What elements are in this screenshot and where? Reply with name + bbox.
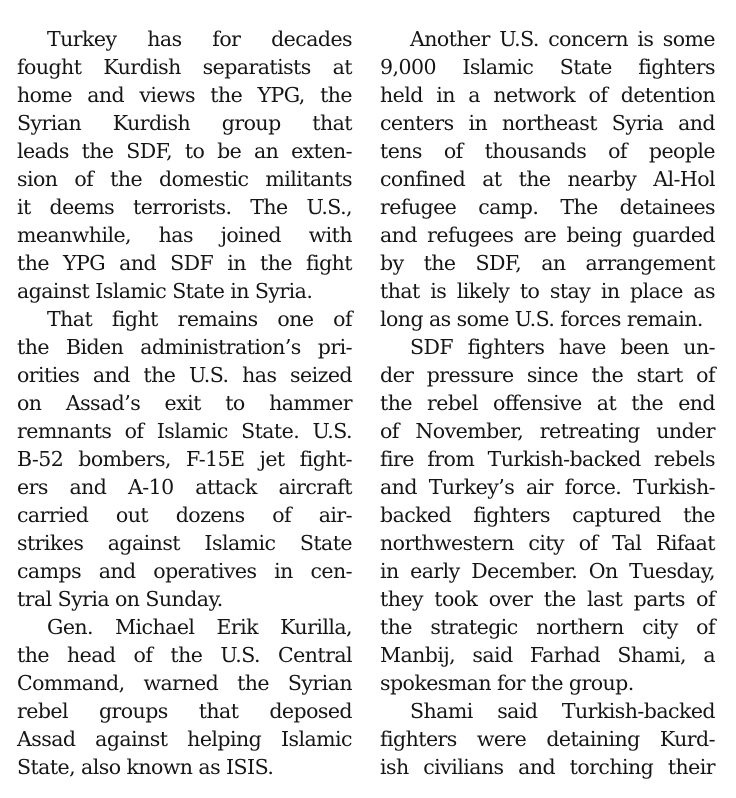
text-line: long as some U.S. forces remain. xyxy=(380,307,703,331)
text-line: Assad against helping Islamic xyxy=(17,727,352,751)
article-column-right xyxy=(380,25,715,781)
text-line: the YPG and SDF in the fight xyxy=(17,251,352,275)
text-line: That fight remains one of xyxy=(47,307,352,331)
text-line: refugee camp. The detainees xyxy=(380,195,715,219)
text-line: home and views the YPG, the xyxy=(17,83,352,107)
text-line: they took over the last parts of xyxy=(380,587,715,611)
text-line: camps and operatives in cen- xyxy=(17,559,352,583)
text-line: 9,000 Islamic State fighters xyxy=(380,55,715,79)
text-line: carried out dozens of air- xyxy=(17,503,352,527)
text-line: fighters were detaining Kurd- xyxy=(380,727,715,751)
text-line: in early December. On Tuesday, xyxy=(380,559,715,583)
text-line: the strategic northern city of xyxy=(380,615,715,639)
text-line: against Islamic State in Syria. xyxy=(17,279,313,303)
text-line: ish civilians and torching their xyxy=(380,755,715,779)
text-line: that is likely to stay in place as xyxy=(380,279,715,303)
text-line: centers in northeast Syria and xyxy=(380,111,715,135)
text-line: on Assad’s exit to hammer xyxy=(17,391,352,415)
text-line: tral Syria on Sunday. xyxy=(17,587,223,611)
text-line: it deems terrorists. The U.S., xyxy=(17,195,352,219)
text-line: confined at the nearby Al-Hol xyxy=(380,167,715,191)
text-line: tens of thousands of people xyxy=(380,139,715,163)
text-line: held in a network of detention xyxy=(380,83,715,107)
text-line: meanwhile, has joined with xyxy=(17,223,352,247)
text-line: northwestern city of Tal Rifaat xyxy=(380,531,715,555)
text-line: Command, warned the Syrian xyxy=(17,671,352,695)
text-line: sion of the domestic militants xyxy=(17,167,352,191)
text-line: Turkey has for decades xyxy=(47,27,352,51)
text-line: the rebel offensive at the end xyxy=(380,391,715,415)
text-line: of November, retreating under xyxy=(380,419,715,443)
text-line: by the SDF, an arrangement xyxy=(380,251,715,275)
text-line: backed fighters captured the xyxy=(380,503,715,527)
text-line: orities and the U.S. has seized xyxy=(17,363,352,387)
text-line: Another U.S. concern is some xyxy=(410,27,715,51)
text-line: fire from Turkish-backed rebels xyxy=(380,447,715,471)
text-line: the Biden administration’s pri- xyxy=(17,335,352,359)
text-line: der pressure since the start of xyxy=(380,363,715,387)
text-line: Manbij, said Farhad Shami, a xyxy=(380,643,715,667)
text-line: strikes against Islamic State xyxy=(17,531,352,555)
text-line: B-52 bombers, F-15E jet fight- xyxy=(17,447,352,471)
text-line: leads the SDF, to be an exten- xyxy=(17,139,352,163)
text-line: ers and A-10 attack aircraft xyxy=(17,475,352,499)
text-line: SDF fighters have been un- xyxy=(410,335,715,359)
text-line: remnants of Islamic State. U.S. xyxy=(17,419,352,443)
text-line: and Turkey’s air force. Turkish- xyxy=(380,475,715,499)
text-line: rebel groups that deposed xyxy=(17,699,352,723)
text-line: State, also known as ISIS. xyxy=(17,755,274,779)
text-line: Syrian Kurdish group that xyxy=(17,111,352,135)
text-line: Shami said Turkish-backed xyxy=(410,699,715,723)
text-line: fought Kurdish separatists at xyxy=(17,55,352,79)
article-column-left xyxy=(17,25,352,781)
text-line: and refugees are being guarded xyxy=(380,223,715,247)
text-line: Gen. Michael Erik Kurilla, xyxy=(47,615,352,639)
text-line: spokesman for the group. xyxy=(380,671,634,695)
text-line: the head of the U.S. Central xyxy=(17,643,352,667)
